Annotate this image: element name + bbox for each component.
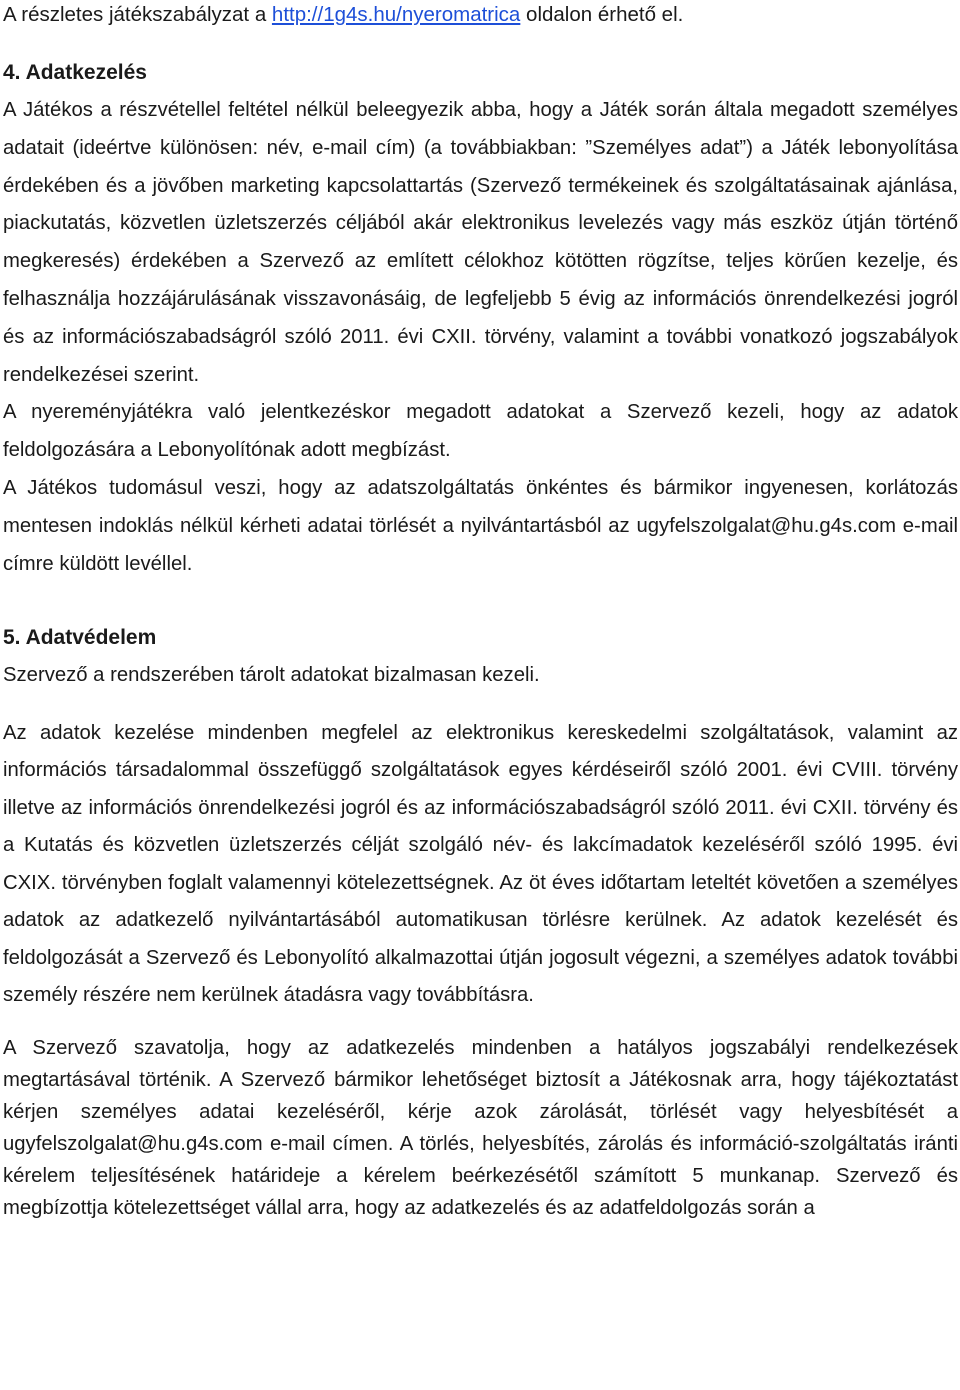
section-4-paragraph-3: A Játékos tudomásul veszi, hogy az adatszolgáltatás önkéntes és bármikor ingyenesen, korlátozás mentesen indoklás nélkül kérheti adatai törlését a nyilvántartásból az ugyfelszolgalat@hu.g4s.com e-mail címre küldött levéllel. [3, 476, 958, 575]
section-5-heading: 5. Adatvédelem [3, 626, 157, 650]
section-5-paragraph-1: Szervező a rendszerében tárolt adatokat bizalmasan kezeli. [3, 664, 540, 687]
section-4-paragraph-2: A nyereményjátékra való jelentkezéskor megadott adatokat a Szervező kezeli, hogy az adatok feldolgozására a Lebonyolítónak adott megbízást. [3, 401, 958, 462]
spacer [3, 695, 958, 715]
spacer [3, 583, 958, 619]
intro-text-before: A részletes játékszabályzat a [3, 3, 272, 26]
section-5-paragraph-2: Az adatok kezelése mindenben megfelel az elektronikus kereskedelmi szolgáltatások, valamint az információs társadalommal összefüggő szolgáltatások egyes kérdéseiről szóló 2001. évi CVIII. törvény illetve az információs önrendelkezési jogról és az információszabadságról szóló 2011. évi CXII. törvény és a Kutatás és közvetlen üzletszerzés célját szolgáló név- és lakcímadatok kezeléséről szóló 1995. évi CXIX. törvényben foglalt valamennyi kötelezettségnek. Az öt éves időtartam leteltét követően a személyes adatok az adatkezelő nyilvántartásából automatikusan törlésre kerülnek. Az adatok kezelését és feldolgozását a Szervező és Lebonyolító alkalmazottai útján jogosult végezni, a személyes adatok további személy részére nem kerülnek átadásra vagy továbbításra. [3, 721, 958, 1007]
intro-paragraph [3, 0, 958, 30]
section-5-paragraph-3: A Szervező szavatolja, hogy az adatkezelés mindenben a hatályos jogszabályi rendelkezések megtartásával történik. A Szervező bármikor lehetőséget biztosít a Játékosnak arra, hogy tájékoztatást kérjen személyes adatai kezeléséről, kérje azok zárolását, törlését vagy helyesbítését a ugyfelszolgalat@hu.g4s.com e-mail címen. A törlés, helyesbítés, zárolás és információ-szolgáltatás iránti kérelem teljesítésének határideje a kérelem beérkezésétől számított 5 munkanap. Szervező és megbízottja kötelezettséget vállal arra, hogy az adatkezelés és az adatfeldolgozás során a [3, 1036, 958, 1219]
spacer [3, 1015, 958, 1032]
section-4-paragraph-1: A Játékos a részvétellel feltétel nélkül beleegyezik abba, hogy a Játék során általa megadott személyes adatait (ideértve különösen: név, e-mail cím) (a továbbiakban: ”Személyes adat”) a Játék lebonyolítása érdekében és a jövőben marketing kapcsolattartás (Szervező termékeinek és szolgáltatásainak ajánlása, piackutatás, közvetlen üzletszerzés céljából akár elektronikus levelezés vagy más eszköz útján történő megkeresés) érdekében a Szervező az említett célokhoz kötötten rögzítse, teljes körűen kezelje, és felhasználja hozzájárulásának visszavonásáig, de legfeljebb 5 évig az információs önrendelkezési jogról és az információszabadságról szóló 2011. évi CXII. törvény, valamint a további vonatkozó jogszabályok rendelkezései szerint. [3, 99, 958, 386]
intro-text-after: oldalon érhető el. [520, 3, 684, 26]
spacer [3, 30, 958, 54]
section-4-heading: 4. Adatkezelés [3, 61, 147, 84]
rules-link[interactable]: http://1g4s.hu/nyeromatrica [271, 3, 521, 26]
document-page [3, 0, 958, 1224]
